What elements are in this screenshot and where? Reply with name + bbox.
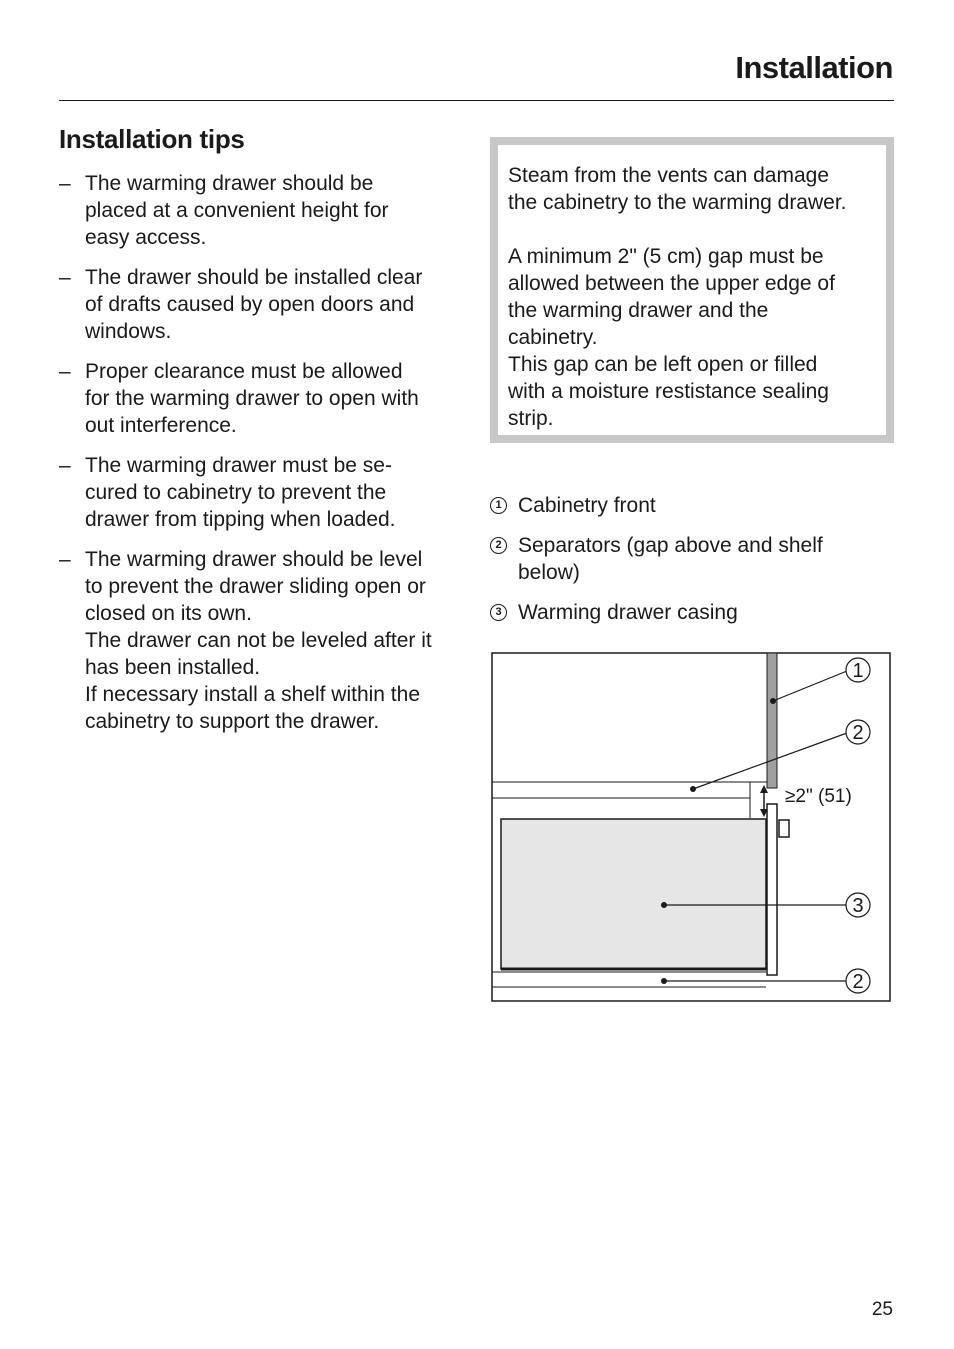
tip-item <box>59 264 469 345</box>
tip-text-line: out interference. <box>85 414 237 437</box>
callout-dot-2-lower <box>661 978 667 984</box>
tip-text-line: to prevent the drawer sliding open or <box>85 575 426 598</box>
tip-text-line: The drawer can not be leveled after it <box>85 629 432 652</box>
tip-text-line: easy access. <box>85 226 207 249</box>
steam-warning-box <box>490 137 894 443</box>
legend-label: Warming drawer casing <box>518 601 738 624</box>
tip-text-line: cabinetry to support the drawer. <box>85 710 380 733</box>
dash-bullet: – <box>59 172 71 195</box>
callout-number-2-upper: 2 <box>852 722 864 744</box>
page-header-title: Installation <box>735 50 893 85</box>
warning-line: the warming drawer and the <box>508 299 769 322</box>
tip-text-line: closed on its own. <box>85 602 252 625</box>
warning-line: Steam from the vents can damage <box>508 164 829 187</box>
callout-number-1: 1 <box>852 660 864 682</box>
warning-paragraph <box>508 243 883 351</box>
warning-line: allowed between the upper edge of <box>508 272 835 295</box>
warning-paragraph <box>508 351 883 432</box>
tip-text-line: The warming drawer should be level <box>85 548 423 571</box>
warning-line: A minimum 2" (5 cm) gap must be <box>508 245 824 268</box>
warning-line: the cabinetry to the warming drawer. <box>508 191 847 214</box>
callout-dot-1 <box>770 698 776 704</box>
diagram-legend <box>490 492 890 639</box>
installation-diagram <box>490 651 894 1005</box>
warming-drawer-casing <box>501 819 766 969</box>
gap-label: ≥2" (51) <box>785 786 852 807</box>
tip-text-line: The drawer should be installed clear <box>85 266 423 289</box>
tip-item <box>59 452 469 533</box>
tip-text-line: windows. <box>85 320 172 343</box>
dash-bullet: – <box>59 454 71 477</box>
callout-dot-3 <box>661 902 667 908</box>
legend-number-badge: 1 <box>490 497 507 514</box>
tip-text-line: Proper clearance must be allowed <box>85 360 403 383</box>
dash-bullet: – <box>59 548 71 571</box>
tip-text-line: The warming drawer must be se- <box>85 454 392 477</box>
drawer-front-panel <box>767 804 777 975</box>
tip-text-line: has been installed. <box>85 656 261 679</box>
callout-dot-2-upper <box>690 786 696 792</box>
legend-item <box>490 599 890 626</box>
warning-line: This gap can be left open or filled <box>508 353 818 376</box>
tip-text-line: for the warming drawer to open with <box>85 387 419 410</box>
legend-number-badge: 2 <box>490 537 507 554</box>
drawer-handle <box>779 820 789 837</box>
section-title: Installation tips <box>59 124 245 154</box>
tip-text-line: of drafts caused by open doors and <box>85 293 415 316</box>
legend-number-badge: 3 <box>490 604 507 621</box>
dash-bullet: – <box>59 266 71 289</box>
warning-line: with a moisture restistance sealing <box>508 380 829 403</box>
header-divider <box>59 100 894 101</box>
dash-bullet: – <box>59 360 71 383</box>
tip-item <box>59 358 469 439</box>
tip-item <box>59 170 469 251</box>
tip-text-line: cured to cabinetry to prevent the <box>85 481 387 504</box>
warning-paragraph <box>508 162 883 216</box>
tip-text-line: The warming drawer should be <box>85 172 374 195</box>
legend-label: Separators (gap above and shelf <box>518 534 823 557</box>
callout-number-3: 3 <box>852 895 864 917</box>
warning-line: cabinetry. <box>508 326 598 349</box>
legend-item <box>490 532 890 586</box>
legend-label: Cabinetry front <box>518 494 656 517</box>
tip-text-line: placed at a convenient height for <box>85 199 389 222</box>
installation-tips-list <box>59 170 469 748</box>
legend-label: below) <box>518 561 580 584</box>
callout-number-2-lower: 2 <box>852 971 864 993</box>
tip-text-line: drawer from tipping when loaded. <box>85 508 396 531</box>
page-number: 25 <box>871 1299 893 1320</box>
tip-item <box>59 546 469 735</box>
warning-text <box>508 162 883 432</box>
warning-line: strip. <box>508 407 554 430</box>
cabinetry-front <box>767 653 777 788</box>
tip-text-line: If necessary install a shelf within the <box>85 683 420 706</box>
legend-item <box>490 492 890 519</box>
